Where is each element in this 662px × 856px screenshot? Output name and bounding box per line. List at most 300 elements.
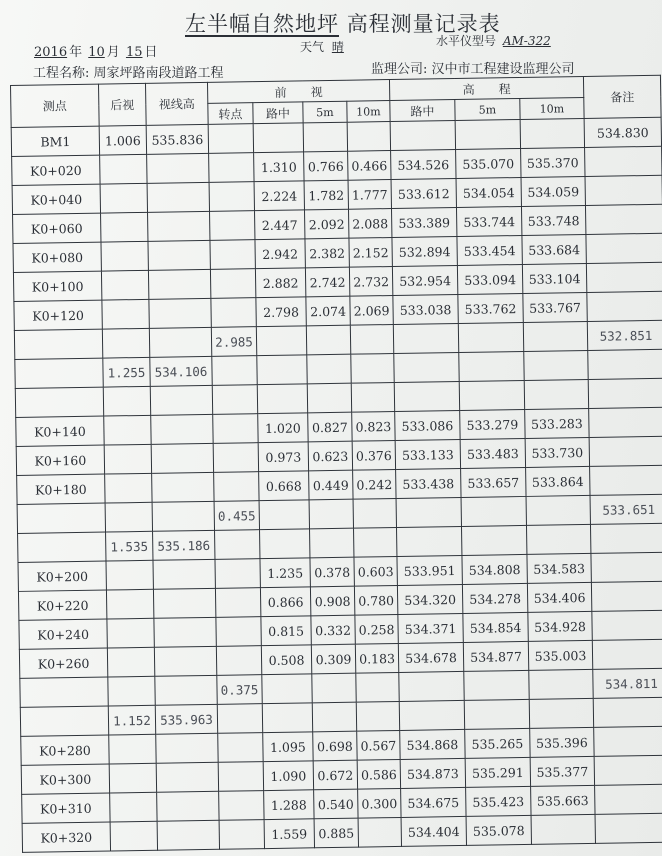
cell-line-height: [148, 240, 210, 270]
cell-line-height: [155, 675, 217, 705]
cell-line-height: [153, 559, 215, 589]
cell-fs-center: 1.288: [264, 790, 314, 820]
cell-fs-10m: 0.376: [352, 440, 395, 470]
cell-line-height: [151, 414, 213, 444]
cell-station: K0+160: [16, 445, 104, 475]
cell-remark: [585, 146, 662, 176]
cell-fs-10m: [354, 527, 397, 557]
cell-remark: [588, 378, 662, 408]
cell-fs-10m: 0.567: [357, 730, 400, 760]
model-value: AM-322: [502, 34, 551, 48]
cell-turning-point: [210, 269, 255, 299]
cell-backsight: [100, 183, 147, 213]
cell-turning-point: [211, 298, 256, 328]
cell-backsight: [110, 792, 157, 822]
cell-el-10m: 533.730: [525, 437, 589, 467]
cell-turning-point: [215, 559, 260, 589]
cell-el-center: 534.404: [401, 816, 466, 846]
cell-fs-10m: [350, 325, 393, 355]
cell-remark: [591, 552, 662, 582]
cell-el-5m: 535.265: [465, 728, 530, 758]
cell-station: K0+100: [13, 271, 101, 301]
cell-fs-center: 0.973: [258, 442, 308, 472]
cell-line-height: [156, 762, 218, 792]
cell-fs-5m: 0.378: [310, 557, 354, 587]
cell-fs-center: 1.310: [254, 152, 304, 182]
cell-fs-5m: 2.742: [305, 267, 349, 297]
project-label: 工程名称:: [33, 66, 90, 81]
cell-station: [20, 677, 108, 707]
cell-line-height: [148, 211, 210, 241]
cell-el-5m: [459, 380, 524, 410]
cell-fs-center: 1.559: [264, 819, 314, 849]
cell-el-center: 534.675: [401, 787, 466, 817]
cell-remark: [595, 784, 662, 814]
cell-turning-point: [212, 356, 257, 386]
cell-el-center: [399, 700, 464, 730]
cell-el-center: 534.678: [398, 642, 463, 672]
cell-remark: [586, 233, 662, 263]
cell-backsight: [109, 734, 156, 764]
cell-el-center: [394, 381, 459, 411]
cell-station: K0+120: [14, 300, 102, 330]
cell-turning-point: [219, 820, 264, 850]
cell-el-10m: 533.104: [522, 263, 586, 293]
cell-line-height: 534.106: [150, 356, 212, 386]
cell-fs-10m: 2.069: [350, 296, 393, 326]
cell-fs-center: 1.235: [260, 558, 310, 588]
cell-turning-point: [208, 124, 253, 154]
weather-value: 晴: [331, 40, 344, 54]
cell-backsight: [101, 241, 148, 271]
cell-fs-10m: 0.300: [358, 788, 401, 818]
cell-turning-point: [215, 530, 260, 560]
cell-el-10m: 535.003: [528, 640, 592, 670]
cell-fs-10m: [351, 354, 394, 384]
cell-turning-point: [213, 443, 258, 473]
cell-el-center: [399, 671, 464, 701]
cell-station: K0+310: [22, 793, 110, 823]
cell-fs-5m: 0.885: [314, 818, 358, 848]
cell-backsight: 1.255: [103, 357, 150, 387]
cell-turning-point: [210, 240, 255, 270]
cell-el-10m: 535.370: [521, 147, 585, 177]
cell-line-height: [149, 327, 211, 357]
cell-turning-point: [209, 182, 254, 212]
date-month-label: 月: [106, 45, 120, 60]
cell-line-height: [154, 617, 216, 647]
model-label: 水平仪型号: [436, 34, 497, 48]
cell-el-10m: [523, 321, 587, 351]
cell-remark: [589, 407, 662, 437]
supervisor-value: 汉中市工程建设监理公司: [431, 62, 575, 77]
weather-label: 天气: [300, 40, 325, 54]
cell-el-5m: 535.291: [465, 757, 530, 787]
cell-el-5m: 533.762: [458, 293, 523, 323]
cell-fs-10m: 2.088: [348, 209, 391, 239]
cell-el-5m: [464, 699, 529, 729]
cell-el-5m: [464, 670, 529, 700]
cell-fs-10m: 2.732: [349, 267, 392, 297]
cell-fs-center: [262, 674, 312, 704]
cell-el-5m: 535.070: [456, 148, 521, 178]
cell-fs-5m: [310, 528, 354, 558]
cell-el-5m: [455, 119, 520, 149]
col-line-height: 视线高: [145, 82, 208, 125]
cell-backsight: [100, 154, 147, 184]
cell-station: K0+220: [18, 590, 106, 620]
cell-el-5m: 535.078: [466, 815, 531, 845]
cell-fs-center: 0.815: [261, 616, 311, 646]
cell-el-10m: [524, 379, 588, 409]
cell-station: K0+020: [12, 155, 100, 185]
cell-line-height: 535.963: [155, 704, 217, 734]
cell-fs-10m: 2.152: [349, 238, 392, 268]
cell-el-5m: [462, 525, 527, 555]
cell-remark: [590, 523, 662, 553]
cell-el-center: 532.954: [392, 265, 457, 295]
cell-fs-5m: 2.092: [304, 209, 348, 239]
cell-turning-point: [214, 472, 259, 502]
cell-backsight: [101, 270, 148, 300]
cell-el-center: [397, 526, 462, 556]
cell-station: K0+260: [19, 648, 107, 678]
date-day: 15: [125, 45, 143, 60]
cell-el-10m: [531, 814, 595, 844]
cell-turning-point: [217, 704, 262, 734]
cell-el-center: 534.320: [397, 584, 462, 614]
cell-fs-center: 2.942: [255, 239, 305, 269]
cell-turning-point: 0.455: [214, 501, 259, 531]
cell-line-height: [157, 791, 219, 821]
cell-line-height: [153, 588, 215, 618]
cell-fs-5m: 0.540: [314, 789, 358, 819]
cell-station: K0+180: [17, 474, 105, 504]
weather-field: [300, 38, 348, 55]
cell-turning-point: [218, 762, 263, 792]
cell-el-5m: 534.278: [462, 583, 527, 613]
cell-remark: 534.830: [584, 117, 661, 147]
cell-fs-10m: [347, 122, 390, 152]
cell-fs-center: 1.020: [258, 413, 308, 443]
cell-station: BM1: [11, 126, 99, 156]
cell-station: [20, 706, 108, 736]
cell-el-10m: 533.283: [525, 408, 589, 438]
cell-station: K0+060: [13, 213, 101, 243]
cell-turning-point: [216, 646, 261, 676]
cell-turning-point: [216, 617, 261, 647]
col-el-5m: 5m: [455, 98, 520, 120]
cell-turning-point: [215, 588, 260, 618]
cell-fs-5m: 2.382: [305, 238, 349, 268]
cell-remark: [588, 349, 662, 379]
cell-el-10m: 535.396: [530, 727, 594, 757]
cell-line-height: [148, 269, 210, 299]
cell-turning-point: [218, 733, 263, 763]
cell-turning-point: 0.375: [217, 675, 262, 705]
cell-el-5m: 535.423: [466, 786, 531, 816]
cell-station: K0+080: [13, 242, 101, 272]
cell-fs-10m: [353, 498, 396, 528]
cell-el-center: 533.612: [391, 179, 456, 209]
cell-fs-5m: 2.074: [306, 296, 350, 326]
cell-fs-5m: 0.672: [313, 760, 357, 790]
cell-fs-center: [257, 384, 307, 414]
cell-remark: [590, 465, 662, 495]
cell-backsight: [101, 212, 148, 242]
cell-station: K0+280: [21, 735, 109, 765]
cell-fs-10m: [356, 701, 399, 731]
cell-el-10m: 534.928: [528, 611, 592, 641]
cell-el-5m: 534.808: [462, 554, 527, 584]
cell-el-10m: 534.059: [521, 176, 585, 206]
cell-fs-center: 2.798: [256, 297, 306, 327]
cell-el-5m: 533.454: [457, 235, 522, 265]
cell-el-center: 533.133: [395, 439, 460, 469]
cell-el-center: [394, 352, 459, 382]
cell-station: [15, 387, 103, 417]
cell-turning-point: [219, 791, 264, 821]
cell-fs-5m: 1.782: [304, 180, 348, 210]
cell-backsight: [106, 560, 153, 590]
cell-fs-5m: 0.766: [304, 151, 348, 181]
cell-station: [17, 503, 105, 533]
cell-fs-5m: [309, 499, 353, 529]
cell-fs-5m: 0.332: [311, 615, 355, 645]
project-value: 周家坪路南段道路工程: [93, 66, 224, 81]
col-backsight: 后视: [98, 83, 146, 126]
cell-line-height: [147, 153, 209, 183]
cell-fs-center: 1.095: [263, 732, 313, 762]
cell-fs-center: [256, 326, 306, 356]
cell-turning-point: [209, 153, 254, 183]
cell-line-height: [149, 298, 211, 328]
col-remarks: 备注: [583, 75, 661, 118]
cell-fs-10m: 0.466: [348, 151, 391, 181]
cell-el-5m: 533.483: [460, 438, 525, 468]
survey-date: [32, 41, 158, 60]
cell-line-height: [152, 472, 214, 502]
cell-el-10m: 535.377: [530, 756, 594, 786]
table-body: [11, 117, 662, 852]
cell-fs-center: [259, 500, 309, 530]
cell-fs-10m: 0.586: [357, 759, 400, 789]
cell-el-10m: [520, 118, 584, 148]
cell-station: K0+200: [18, 561, 106, 591]
cell-remark: [587, 291, 662, 321]
cell-el-10m: 534.583: [527, 553, 591, 583]
cell-line-height: 535.836: [146, 124, 208, 154]
cell-remark: [585, 175, 662, 205]
cell-line-height: [156, 733, 218, 763]
cell-el-center: [396, 497, 461, 527]
cell-remark: 532.851: [587, 320, 662, 350]
cell-fs-5m: 0.908: [310, 586, 354, 616]
cell-fs-5m: [312, 673, 356, 703]
cell-el-10m: 533.684: [522, 234, 586, 264]
cell-el-center: 532.894: [392, 236, 457, 266]
cell-fs-center: 2.447: [255, 210, 305, 240]
cell-fs-10m: 0.242: [353, 469, 396, 499]
cell-remark: [594, 726, 662, 756]
cell-remark: [593, 697, 662, 727]
cell-fs-center: 1.090: [263, 761, 313, 791]
cell-fs-10m: 0.258: [355, 614, 398, 644]
cell-backsight: 1.535: [106, 531, 153, 561]
cell-el-center: 534.873: [400, 758, 465, 788]
cell-fs-5m: 0.449: [309, 470, 353, 500]
cell-remark: 533.651: [590, 494, 662, 524]
cell-el-5m: 533.094: [457, 264, 522, 294]
cell-fs-10m: 0.183: [355, 643, 398, 673]
cell-backsight: [109, 763, 156, 793]
cell-el-10m: [529, 669, 593, 699]
cell-station: K0+240: [19, 619, 107, 649]
col-elevation-group: 高 程: [389, 76, 583, 100]
cell-backsight: [106, 589, 153, 619]
cell-fs-center: [257, 355, 307, 385]
date-year: 2016: [34, 45, 68, 60]
cell-backsight: [104, 444, 151, 474]
cell-el-center: [393, 323, 458, 353]
col-el-center: 路中: [390, 100, 455, 122]
cell-fs-5m: [303, 122, 347, 152]
cell-el-center: 534.868: [400, 729, 465, 759]
cell-remark: [591, 581, 662, 611]
cell-el-center: 533.951: [397, 555, 462, 585]
date-month: 10: [88, 45, 105, 60]
cell-el-10m: 533.748: [521, 205, 585, 235]
cell-fs-10m: 0.780: [354, 585, 397, 615]
elevation-table: [10, 75, 662, 853]
cell-remark: [586, 262, 662, 292]
cell-fs-10m: 0.823: [352, 411, 395, 441]
cell-el-5m: [459, 351, 524, 381]
col-station: 测点: [11, 84, 100, 127]
cell-turning-point: [210, 211, 255, 241]
cell-remark: [592, 610, 662, 640]
cell-el-5m: 533.657: [461, 467, 526, 497]
cell-turning-point: 2.985: [211, 327, 256, 357]
cell-el-center: 534.371: [398, 613, 463, 643]
cell-remark: [589, 436, 662, 466]
cell-station: K0+040: [12, 184, 100, 214]
cell-backsight: [108, 676, 155, 706]
cell-line-height: [150, 385, 212, 415]
cell-el-center: 533.086: [395, 410, 460, 440]
cell-backsight: [102, 299, 149, 329]
cell-backsight: [104, 415, 151, 445]
title-part1: 左半幅自然地坪: [185, 12, 339, 36]
cell-el-5m: 533.279: [460, 409, 525, 439]
cell-line-height: 535.186: [153, 530, 215, 560]
cell-fs-10m: 0.603: [354, 556, 397, 586]
cell-line-height: [157, 820, 219, 850]
cell-fs-10m: 1.777: [348, 180, 391, 210]
cell-fs-5m: 0.698: [313, 731, 357, 761]
cell-line-height: [147, 182, 209, 212]
col-el-10m: 10m: [520, 97, 584, 119]
cell-remark: 534.811: [593, 668, 662, 698]
cell-fs-center: 0.866: [260, 587, 310, 617]
cell-fs-center: 2.224: [254, 181, 304, 211]
cell-fs-center: [260, 529, 310, 559]
cell-remark: [595, 813, 662, 843]
col-fs-center: 路中: [253, 102, 303, 124]
cell-backsight: [102, 328, 149, 358]
cell-backsight: [110, 821, 157, 851]
col-fs-5m: 5m: [303, 101, 347, 123]
cell-station: [14, 329, 102, 359]
cell-fs-10m: [358, 817, 401, 847]
cell-el-center: 533.438: [396, 468, 461, 498]
col-turning-point: 转点: [208, 103, 253, 125]
cell-el-5m: [458, 322, 523, 352]
supervisor-label: 监理公司:: [371, 62, 428, 77]
cell-el-10m: [526, 495, 590, 525]
cell-el-center: 533.389: [392, 208, 457, 238]
cell-backsight: [107, 647, 154, 677]
cell-remark: [592, 639, 662, 669]
project-name-field: [33, 62, 224, 81]
col-fs-10m: 10m: [347, 101, 390, 123]
cell-fs-5m: [306, 325, 350, 355]
cell-el-10m: 534.406: [527, 582, 591, 612]
cell-backsight: [103, 386, 150, 416]
cell-line-height: [154, 646, 216, 676]
cell-el-5m: 534.054: [456, 177, 521, 207]
cell-fs-center: 0.508: [261, 645, 311, 675]
date-year-label: 年: [69, 45, 83, 60]
cell-backsight: [105, 473, 152, 503]
cell-el-5m: [461, 496, 526, 526]
cell-fs-center: 2.882: [255, 268, 305, 298]
cell-el-5m: 534.854: [463, 612, 528, 642]
cell-el-center: 534.526: [391, 150, 456, 180]
cell-fs-10m: [356, 672, 399, 702]
cell-fs-5m: 0.623: [308, 441, 352, 471]
cell-fs-center: [253, 123, 303, 153]
cell-station: K0+300: [21, 764, 109, 794]
cell-el-center: [390, 121, 455, 151]
cell-el-10m: 533.864: [526, 466, 590, 496]
supervisor-field: [371, 58, 575, 77]
cell-fs-5m: [307, 354, 351, 384]
cell-fs-5m: 0.309: [311, 644, 355, 674]
cell-el-10m: 535.663: [531, 785, 595, 815]
cell-el-10m: [526, 524, 590, 554]
cell-line-height: [151, 443, 213, 473]
cell-el-10m: 533.767: [523, 292, 587, 322]
cell-fs-5m: [307, 383, 351, 413]
cell-el-5m: 534.877: [463, 641, 528, 671]
col-foresight-group: 前 视: [207, 80, 389, 104]
cell-fs-center: [262, 703, 312, 733]
cell-el-5m: 533.744: [456, 206, 521, 236]
cell-fs-5m: 0.827: [308, 412, 352, 442]
date-day-label: 日: [144, 45, 158, 60]
cell-fs-5m: [312, 702, 356, 732]
cell-backsight: [105, 502, 152, 532]
cell-line-height: [152, 501, 214, 531]
cell-remark: [585, 204, 662, 234]
cell-remark: [594, 755, 662, 785]
cell-station: K0+320: [22, 822, 110, 852]
cell-station: [15, 358, 103, 388]
cell-station: [18, 532, 106, 562]
cell-backsight: [107, 618, 154, 648]
cell-fs-center: 0.668: [259, 471, 309, 501]
